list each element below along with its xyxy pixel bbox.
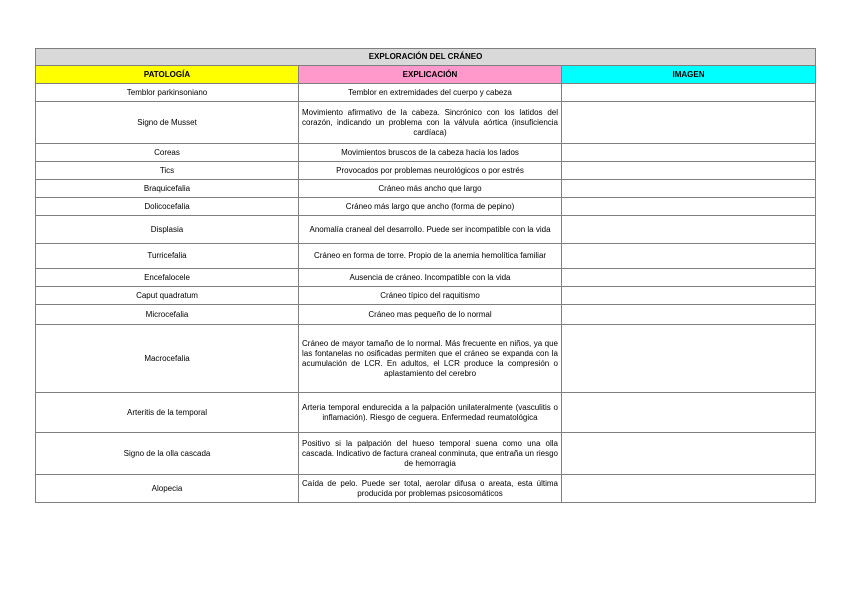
table-row [36, 287, 816, 305]
pathology-cell: Tics [36, 162, 299, 180]
explanation-cell: Cráneo más largo que ancho (forma de pepino) [299, 198, 562, 216]
pathology-cell: Signo de la olla cascada [36, 433, 299, 475]
table-row [36, 433, 816, 475]
explanation-cell: Provocados por problemas neurológicos o por estrés [299, 162, 562, 180]
image-cell [562, 269, 816, 287]
table-row [36, 144, 816, 162]
table-row [36, 162, 816, 180]
table-title: EXPLORACIÓN DEL CRÁNEO [36, 49, 816, 66]
pathology-cell: Microcefalia [36, 305, 299, 325]
explanation-cell: Cráneo mas pequeño de lo normal [299, 305, 562, 325]
image-cell [562, 84, 816, 102]
table-row [36, 216, 816, 244]
pathology-cell: Caput quadratum [36, 287, 299, 305]
pathology-cell: Braquicefalia [36, 180, 299, 198]
pathology-cell: Dolicocefalia [36, 198, 299, 216]
explanation-cell: Anomalía craneal del desarrollo. Puede ser incompatible con la vida [299, 216, 562, 244]
pathology-cell: Alopecia [36, 475, 299, 503]
cranial-exploration-table [35, 48, 816, 503]
table-row [36, 84, 816, 102]
image-cell [562, 393, 816, 433]
table-row [36, 180, 816, 198]
image-cell [562, 180, 816, 198]
explanation-cell: Positivo si la palpación del hueso temporal suena como una olla cascada. Indicativo de factura craneal conminuta, que entraña un riesgo de hemorragia [299, 433, 562, 475]
pathology-cell: Macrocefalia [36, 325, 299, 393]
pathology-cell: Coreas [36, 144, 299, 162]
explanation-cell: Ausencia de cráneo. Incompatible con la vida [299, 269, 562, 287]
table-row [36, 325, 816, 393]
header-pathology: PATOLOGÍA [36, 66, 299, 84]
image-cell [562, 475, 816, 503]
explanation-cell: Cráneo en forma de torre. Propio de la anemia hemolítica familiar [299, 244, 562, 269]
explanation-cell: Arteria temporal endurecida a la palpación unilateralmente (vasculitis o inflamación). Riesgo de ceguera. Enfermedad reumatológica [299, 393, 562, 433]
explanation-cell: Movimiento afirmativo de la cabeza. Sincrónico con los latidos del corazón, indicando un problema con la válvula aórtica (insuficiencia cardíaca) [299, 102, 562, 144]
pathology-cell: Turricefalia [36, 244, 299, 269]
explanation-cell: Caída de pelo. Puede ser total, aerolar difusa o areata, esta última producida por problemas psicosomáticos [299, 475, 562, 503]
image-cell [562, 216, 816, 244]
image-cell [562, 433, 816, 475]
table-row [36, 269, 816, 287]
image-cell [562, 102, 816, 144]
explanation-cell: Movimientos bruscos de la cabeza hacia los lados [299, 144, 562, 162]
image-cell [562, 287, 816, 305]
image-cell [562, 305, 816, 325]
table-row [36, 393, 816, 433]
table-row [36, 198, 816, 216]
explanation-cell: Cráneo típico del raquitismo [299, 287, 562, 305]
pathology-cell: Encefalocele [36, 269, 299, 287]
pathology-cell: Arteritis de la temporal [36, 393, 299, 433]
table-row [36, 475, 816, 503]
explanation-cell: Temblor en extremidades del cuerpo y cabeza [299, 84, 562, 102]
pathology-cell: Signo de Musset [36, 102, 299, 144]
explanation-cell: Cráneo de mayor tamaño de lo normal. Más frecuente en niños, ya que las fontanelas no osificadas permiten que el cráneo se expanda con la acumulación de LCR. En adultos, el LCR produce la compresión o aplastamiento del cerebro [299, 325, 562, 393]
pathology-cell: Displasia [36, 216, 299, 244]
table-row [36, 102, 816, 144]
header-explanation: EXPLICACIÓN [299, 66, 562, 84]
pathology-cell: Temblor parkinsoniano [36, 84, 299, 102]
table-row [36, 244, 816, 269]
image-cell [562, 162, 816, 180]
explanation-cell: Cráneo más ancho que largo [299, 180, 562, 198]
table-title-row [36, 49, 816, 66]
image-cell [562, 325, 816, 393]
table-header-row [36, 66, 816, 84]
image-cell [562, 244, 816, 269]
header-image: IMAGEN [562, 66, 816, 84]
table-row [36, 305, 816, 325]
image-cell [562, 144, 816, 162]
image-cell [562, 198, 816, 216]
